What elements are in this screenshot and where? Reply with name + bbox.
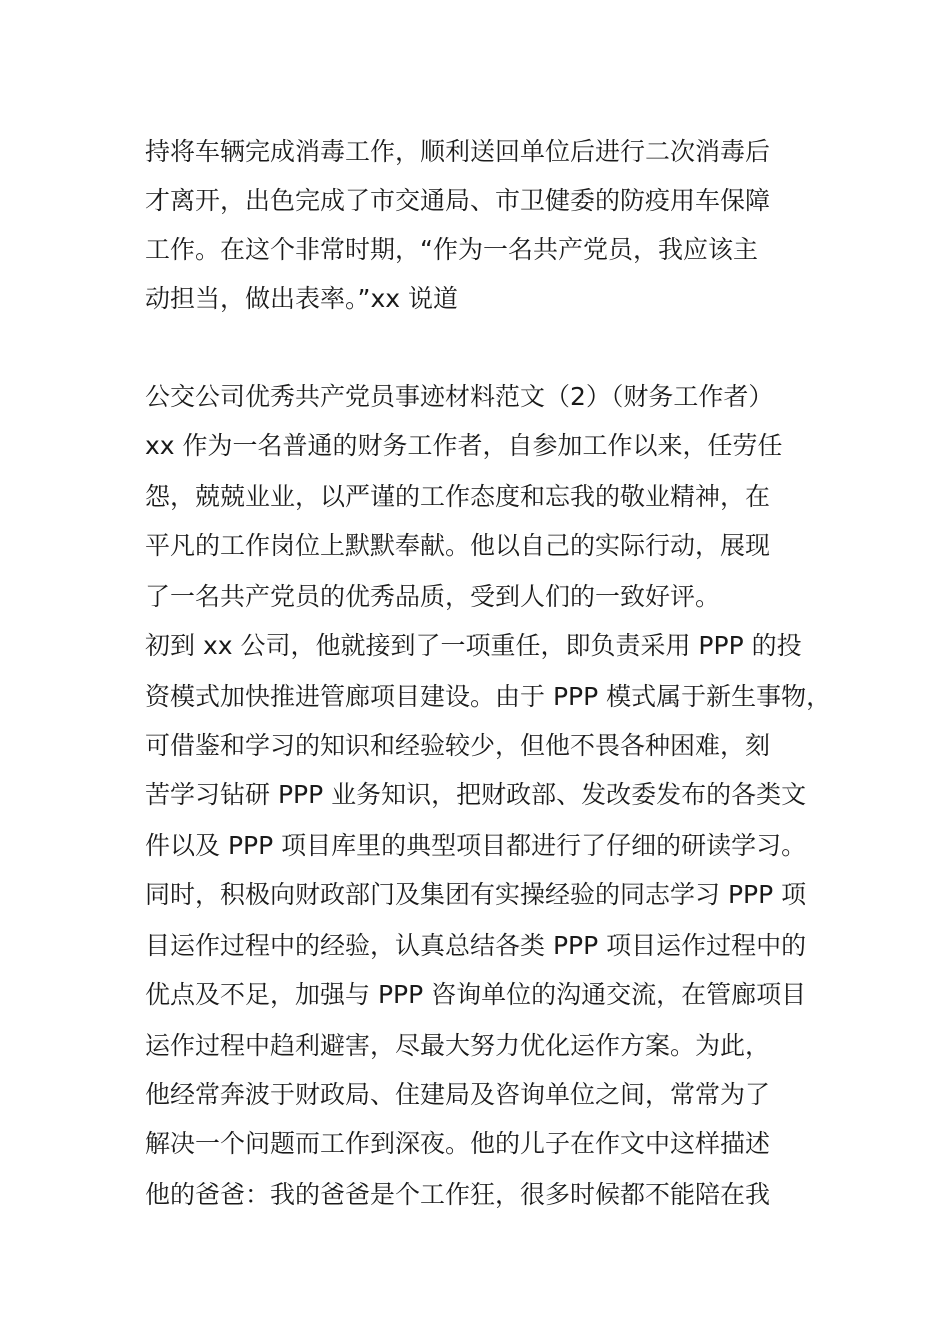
body-text-line: 他的爸爸：我的爸爸是个工作狂，很多时候都不能陪在我	[145, 1180, 771, 1209]
body-text-line: 怨，兢兢业业，以严谨的工作态度和忘我的敬业精神，在	[145, 482, 771, 511]
body-text-line: 件以及 PPP 项目库里的典型项目都进行了仔细的研读学习。	[145, 831, 807, 860]
body-text-line: 运作过程中趋利避害，尽最大努力优化运作方案。为此，	[145, 1031, 771, 1060]
body-text-line: 才离开，出色完成了市交通局、市卫健委的防疫用车保障	[145, 186, 771, 215]
section-heading: 公交公司优秀共产党员事迹材料范文（2）（财务工作者）	[145, 382, 774, 411]
body-text-line: 他经常奔波于财政局、住建局及咨询单位之间，常常为了	[145, 1080, 771, 1109]
body-text-line: 优点及不足，加强与 PPP 咨询单位的沟通交流，在管廊项目	[145, 980, 807, 1009]
body-text-line: 初到 xx 公司，他就接到了一项重任，即负责采用 PPP 的投	[145, 631, 802, 660]
body-text-line: 资模式加快推进管廊项目建设。由于 PPP 模式属于新生事物，	[145, 682, 832, 711]
body-text-line: 动担当，做出表率。”xx 说道	[145, 284, 458, 313]
body-text-line: 工作。在这个非常时期，“作为一名共产党员，我应该主	[145, 235, 758, 264]
body-text-line: 平凡的工作岗位上默默奉献。他以自己的实际行动，展现	[145, 531, 771, 560]
body-text-line: xx 作为一名普通的财务工作者，自参加工作以来，任劳任	[145, 431, 783, 460]
body-text-line: 目运作过程中的经验，认真总结各类 PPP 项目运作过程中的	[145, 931, 807, 960]
body-text-line: 了一名共产党员的优秀品质，受到人们的一致好评。	[145, 582, 721, 611]
body-text-line: 持将车辆完成消毒工作，顺利送回单位后进行二次消毒后	[145, 137, 771, 166]
body-text-line: 解决一个问题而工作到深夜。他的儿子在作文中这样描述	[145, 1129, 771, 1158]
body-text-line: 苦学习钻研 PPP 业务知识，把财政部、发改委发布的各类文	[145, 780, 807, 809]
body-text-line: 同时，积极向财政部门及集团有实操经验的同志学习 PPP 项	[145, 880, 807, 909]
body-text-line: 可借鉴和学习的知识和经验较少，但他不畏各种困难，刻	[145, 731, 771, 760]
